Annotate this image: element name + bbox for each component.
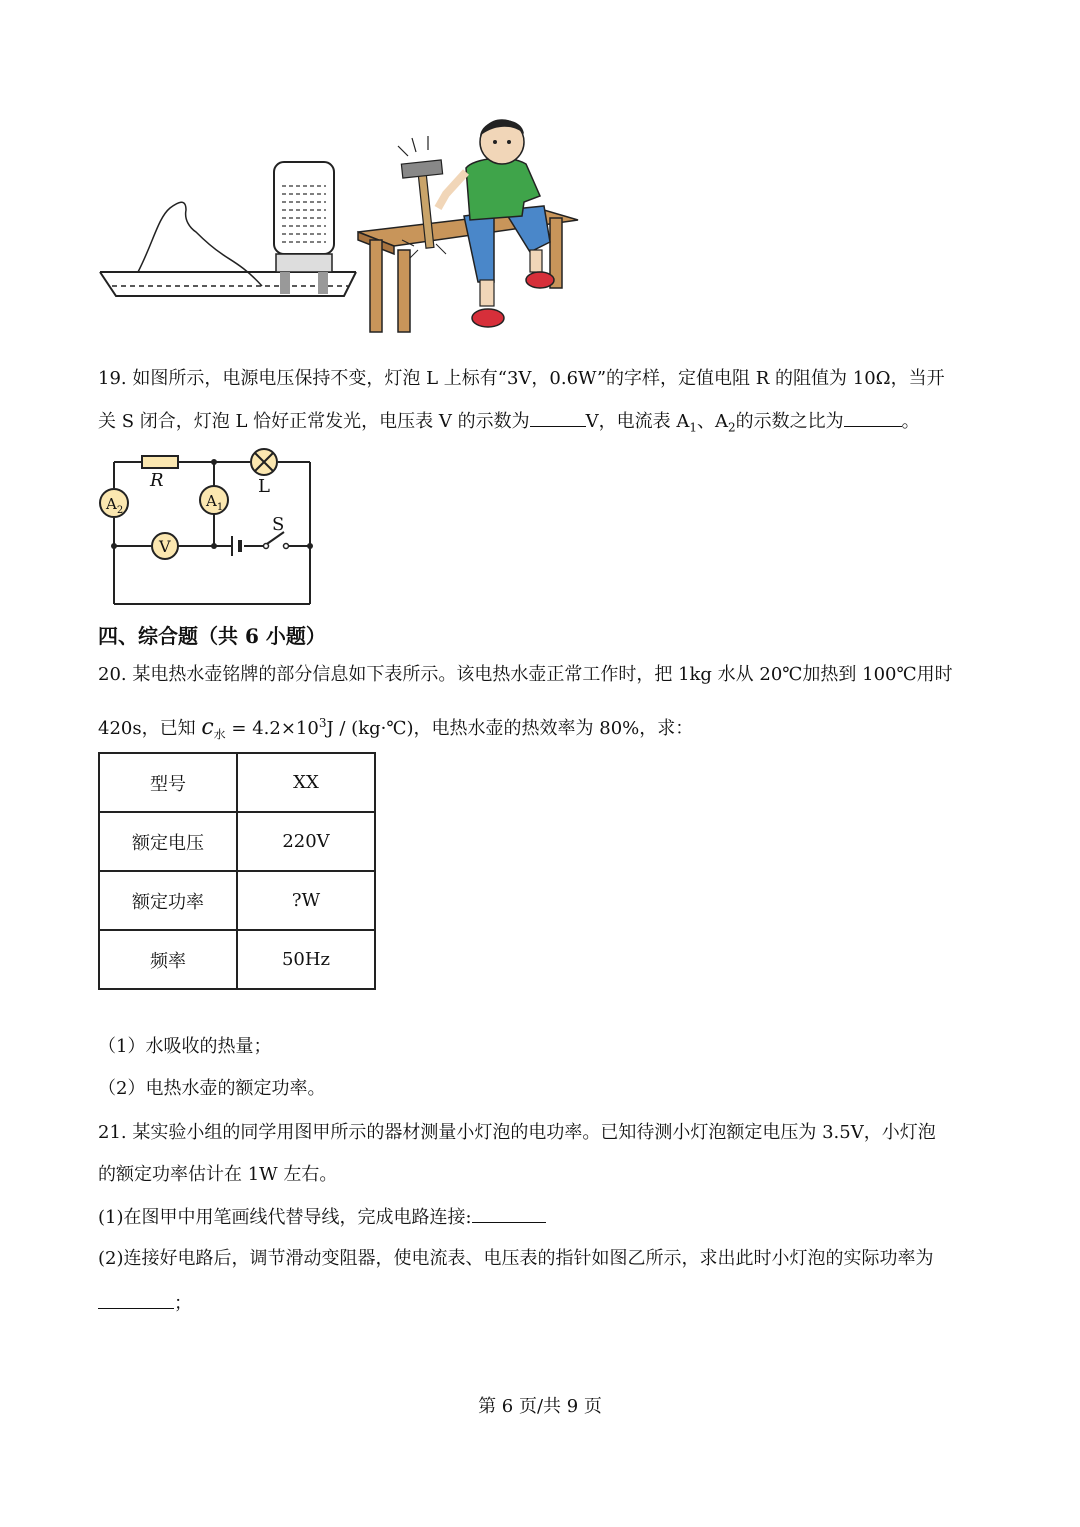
water-bottle-trough-illustration [98, 158, 360, 300]
q20-line2-part-b: ，电热水壶的热效率为 80%，求： [413, 718, 694, 739]
q21-part-2-text: (2)连接好电路后，调节滑动变阻器，使电流表、电压表的指针如图乙所示，求出此时小灯泡的实际功率为 [98, 1248, 934, 1269]
resistor-r-symbol [142, 456, 178, 468]
ammeter-a1-label: A [206, 492, 217, 510]
boy-hammer-bench-illustration [354, 112, 582, 338]
section-title: 四、综合题（共 6 小题） [98, 624, 326, 648]
q19-line2-part-e: 。 [901, 411, 920, 432]
q19-voltage-blank[interactable] [530, 408, 586, 427]
table-cell-value: 50Hz [237, 930, 375, 989]
switch-s-label: S [272, 514, 285, 535]
voltmeter-v-label: V [159, 537, 171, 556]
q19-line2-part-b: V，电流表 A [585, 411, 690, 432]
lamp-l-label: L [258, 476, 270, 497]
q19-line2-part-a: 关 S 闭合，灯泡 L 恰好正常发光，电压表 V 的示数为 [98, 411, 530, 432]
page-number-footer: 第 6 页/共 9 页 [478, 1396, 602, 1417]
kettle-spec-table [98, 752, 376, 990]
formula-value: = 4.2×10 [225, 718, 319, 739]
lamp-l-symbol [251, 449, 277, 475]
q19-circuit-diagram [98, 448, 318, 610]
table-cell-label: 额定功率 [99, 871, 237, 930]
q21-part-2-answer-line [98, 1290, 192, 1317]
q20-sub-question-1: （1）水吸收的热量； [98, 1036, 272, 1057]
resistor-r-label: R [150, 470, 164, 491]
table-row [99, 753, 375, 812]
formula-c: c [201, 715, 214, 740]
ammeter-a1-subscript: 1 [216, 502, 224, 513]
q19-line2-part-d: 的示数之比为 [735, 411, 844, 432]
table-cell-label: 频率 [99, 930, 237, 989]
q21-part-2-blank[interactable] [98, 1290, 174, 1309]
table-row [99, 871, 375, 930]
q21-text-line1: 21. 某实验小组的同学用图甲所示的器材测量小灯泡的电功率。已知待测小灯泡额定电压为 3.5V，小灯泡 [98, 1122, 936, 1143]
q19-a1-subscript: 1 [689, 420, 697, 435]
q20-text-line1: 20. 某电热水壶铭牌的部分信息如下表所示。该电热水壶正常工作时，把 1kg 水从 20℃加热到 100℃用时 [98, 664, 953, 685]
table-cell-value: XX [237, 753, 375, 812]
q19-text-line2 [98, 408, 920, 441]
q21-text-line2: 的额定功率估计在 1W 左右。 [98, 1164, 338, 1185]
q19-text-line1: 19. 如图所示，电源电压保持不变，灯泡 L 上标有“3V，0.6W”的字样，定值电阻 R 的阻值为 10Ω，当开 [98, 368, 945, 389]
q21-part-1-blank[interactable] [472, 1204, 546, 1223]
formula-exponent: 3 [318, 716, 327, 730]
ammeter-a2-subscript: 2 [116, 505, 124, 516]
q19-a2-subscript: 2 [728, 420, 736, 435]
q21-part-2-end: ； [174, 1293, 192, 1314]
q19-line2-part-c: 、A [697, 411, 728, 432]
table-cell-value: ?W [237, 871, 375, 930]
table-cell-label: 额定电压 [99, 812, 237, 871]
formula-unit: J / (kg·℃) [326, 718, 414, 739]
q20-sub-question-2: （2）电热水壶的额定功率。 [98, 1078, 326, 1099]
table-cell-value: 220V [237, 812, 375, 871]
formula-subscript: 水 [213, 727, 226, 742]
q19-ratio-blank[interactable] [844, 408, 902, 427]
q21-part-1-text: (1)在图甲中用笔画线代替导线，完成电路连接: [98, 1207, 472, 1228]
table-cell-label: 型号 [99, 753, 237, 812]
q20-line2-part-a: 420s，已知 [98, 718, 196, 739]
table-row [99, 812, 375, 871]
table-row [99, 930, 375, 989]
q21-part-1 [98, 1204, 546, 1231]
ammeter-a2-label: A [106, 495, 117, 513]
specific-heat-formula [201, 715, 414, 742]
q20-text-line2 [98, 710, 693, 748]
